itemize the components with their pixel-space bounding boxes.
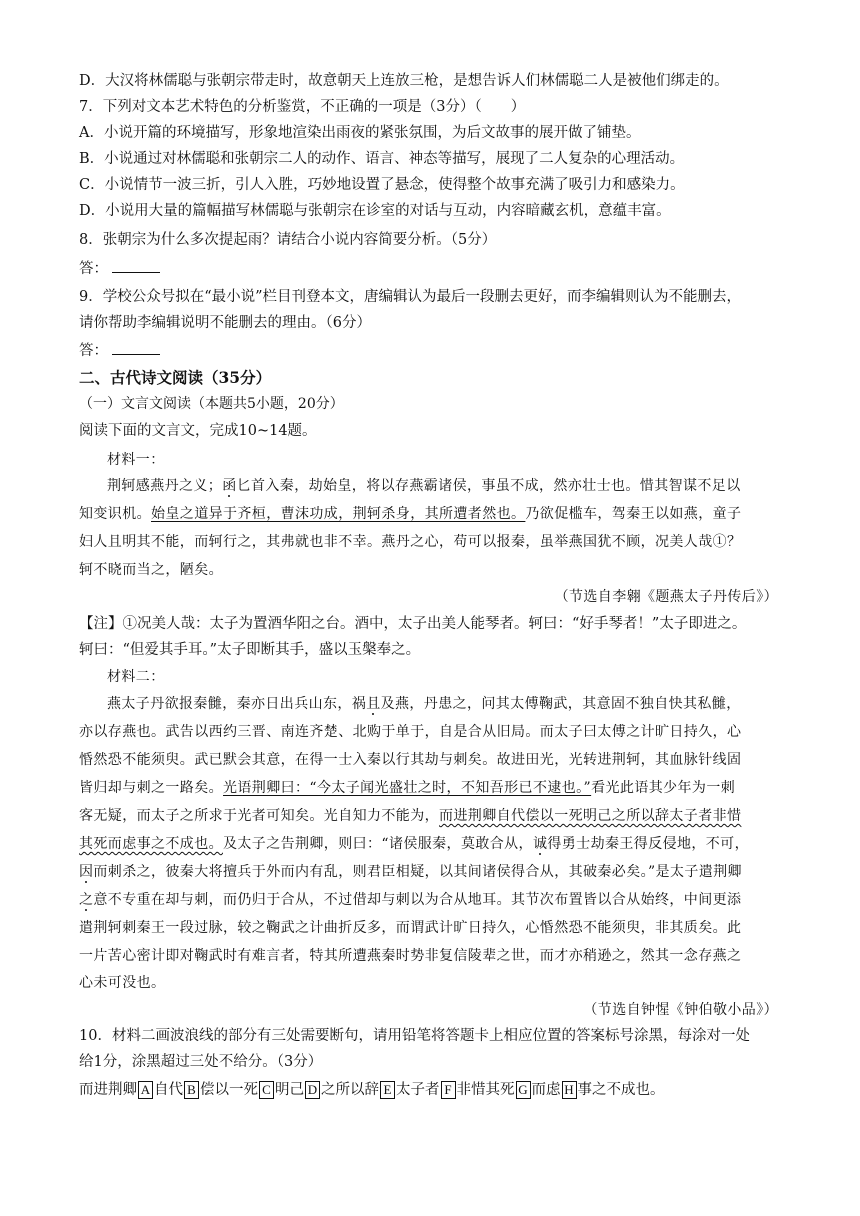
q6-option-d: D．大汉将林儒聪与张朝宗带走时，故意朝天上连放三枪，是想告诉人们林儒聪二人是被他们绑走的。 bbox=[79, 73, 729, 89]
material-2-line: 燕太子丹欲报秦雠，秦亦日出兵山东，祸且及燕，丹患之，问其太傅鞠武，其意固不独自快其私雠， bbox=[107, 696, 741, 712]
dotted-char: 之 bbox=[79, 892, 94, 908]
wavy-underlined-passage: 而进荆卿自代偿以一死明己之所以辞太子者非惜 bbox=[439, 808, 742, 824]
material-2-line: 其死而虑事之不成也。及太子之告荆卿，则曰：“诸侯服秦，莫敢合从，诚得勇士劫秦王得反侵地，不可， bbox=[79, 836, 749, 852]
dotted-char: 函 bbox=[222, 478, 237, 494]
reading-instruction: 阅读下面的文言文，完成10~14题。 bbox=[79, 423, 317, 439]
material-2-line: 因而刺杀之，彼秦大将擅兵于外而内有乱，则君臣相疑，以其间诸侯得合从，其破秦必矣。”是太子遣荆卿 bbox=[79, 864, 742, 880]
material-2-line: 惛然恐不能须臾。武已默会其意，在得一士入秦以行其劫与刺矣。故进田光，光转进荆轲，其血脉针线固 bbox=[79, 752, 742, 768]
q7-option-c: C．小说情节一波三折，引人入胜，巧妙地设置了悬念，使得整个故事充满了吸引力和感染力。 bbox=[79, 177, 685, 193]
wavy-underlined-passage: 其死而虑事之不成也。 bbox=[79, 836, 223, 852]
dotted-char: 因 bbox=[79, 864, 94, 880]
footnote-line: 【注】①况美人哉：太子为置酒华阳之台。酒中，太子出美人能琴者。轲曰：“好手琴者！”太子即进之。 bbox=[79, 616, 747, 632]
q10-punctuation-options: 而进荆卿 A 自代 B 偿以一死 C 明己 D 之所以辞 E 太子者 F 非惜其死 G 而虑 H 事之不成也。 bbox=[79, 1082, 665, 1098]
question-10-line2: 给1分，涂黑超过三处不给分。（3分） bbox=[79, 1054, 323, 1070]
question-10-line1: 10．材料二画波浪线的部分有三处需要断句，请用铅笔将答题卡上相应位置的答案标号涂黑，每涂对一处 bbox=[79, 1028, 750, 1044]
dotted-char: 诚 bbox=[532, 836, 548, 852]
question-7: 7．下列对文本艺术特色的分析鉴赏，不正确的一项是（3分）（ ） bbox=[79, 99, 526, 115]
question-8: 8．张朝宗为什么多次提起雨？请结合小说内容简要分析。（5分） bbox=[79, 232, 497, 248]
q9-answer-line[interactable] bbox=[79, 340, 160, 362]
answer-label: 答： bbox=[79, 343, 108, 359]
material-2-title: 材料二： bbox=[107, 669, 165, 685]
material-1-line: 知变识机。始皇之道异于齐桓，曹沫功成，荆轲杀身，其所遭者然也。乃欲促槛车，驾秦王以如燕，童子 bbox=[79, 506, 742, 522]
q8-answer-line[interactable] bbox=[79, 258, 160, 280]
option-box-g[interactable]: G bbox=[516, 1081, 531, 1099]
material-1-source: （节选自李翱《题燕太子丹传后》） bbox=[554, 589, 778, 605]
option-box-d[interactable]: D bbox=[305, 1081, 320, 1099]
section-2-heading: 二、古代诗文阅读（35分） bbox=[79, 368, 272, 387]
material-2-line: 一片苦心密计即对鞠武时有难言者，特其所遭燕秦时势非复信陵辈之世，而才亦稍逊之，然其一念存燕之 bbox=[79, 948, 742, 964]
option-box-e[interactable]: E bbox=[380, 1081, 395, 1099]
option-box-c[interactable]: C bbox=[259, 1081, 274, 1099]
material-1-line: 轲不晓而当之，陋矣。 bbox=[79, 562, 223, 578]
material-1-line: 荆轲感燕丹之义；函匕首入秦，劫始皇，将以存燕霸诸侯，事虽不成，然亦壮士也。惜其智谋不足以 bbox=[107, 478, 741, 494]
answer-label: 答： bbox=[79, 261, 108, 277]
option-box-a[interactable]: A bbox=[138, 1081, 153, 1099]
material-2-line: 遣荆轲刺秦王一段过脉，较之鞠武之计曲折反多，而谓武计旷日持久，心惛然恐不能须臾，非其质矣。此 bbox=[79, 920, 742, 936]
material-2-line: 心未可没也。 bbox=[79, 975, 166, 991]
answer-blank[interactable] bbox=[112, 342, 160, 355]
q7-option-b: B．小说通过对林儒聪和张朝宗二人的动作、语言、神态等描写，展现了二人复杂的心理活动。 bbox=[79, 151, 685, 167]
answer-blank[interactable] bbox=[112, 260, 160, 273]
option-box-b[interactable]: B bbox=[184, 1081, 199, 1099]
q7-option-a: A．小说开篇的环境描写，形象地渲染出雨夜的紧张氛围，为后文故事的展开做了铺垫。 bbox=[79, 125, 641, 141]
option-box-h[interactable]: H bbox=[562, 1081, 577, 1099]
underlined-sentence: 光语荆卿曰：“今太子闻光盛壮之时，不知吾形已不逮也。” bbox=[223, 780, 592, 796]
material-1-title: 材料一： bbox=[107, 452, 165, 468]
material-2-source: （节选自钟惺《钟伯敬小品》） bbox=[583, 1002, 778, 1018]
option-box-f[interactable]: F bbox=[441, 1081, 456, 1099]
material-2-line: 亦以存燕也。武告以西约三晋、南连齐楚、北购于单于，自是合从旧局。而太子曰太傅之计旷日持久，心 bbox=[79, 724, 742, 740]
material-2-line: 之意不专重在却与刺，而仍归于合从，不过借却与刺以为合从地耳。其节次布置皆以合从始终，中间更添 bbox=[79, 892, 742, 908]
subsection-heading: （一）文言文阅读（本题共5小题，20分） bbox=[79, 396, 344, 412]
underlined-sentence: 始皇之道异于齐桓，曹沫功成，荆轲杀身，其所遭者然也。 bbox=[151, 506, 526, 522]
material-2-line: 皆归却与刺之一路矣。光语荆卿曰：“今太子闻光盛壮之时，不知吾形已不逮也。”看光此语其少年为一刺 bbox=[79, 780, 736, 796]
footnote-line: 轲曰：“但爱其手耳。”太子即断其手，盛以玉槃奉之。 bbox=[79, 642, 421, 658]
material-1-line: 妇人且明其不能，而轲行之，其弗就也非不幸。燕丹之心，苟可以报秦，虽举燕国犹不顾，况美人哉①？ bbox=[79, 534, 742, 550]
dotted-char: 且 bbox=[366, 696, 381, 712]
q7-option-d: D．小说用大量的篇幅描写林儒聪与张朝宗在诊室的对话与互动，内容暗藏玄机，意蕴丰富。 bbox=[79, 203, 671, 219]
material-2-line: 客无疑，而太子之所求于光者可知矣。光自知力不能为，而进荆卿自代偿以一死明己之所以辞太子者非惜 bbox=[79, 808, 742, 824]
question-9-line2: 请你帮助李编辑说明不能删去的理由。（6分） bbox=[79, 315, 371, 331]
question-9-line1: 9．学校公众号拟在“最小说”栏目刊登本文，唐编辑认为最后一段删去更好，而李编辑则认为不能删去， bbox=[79, 289, 742, 305]
